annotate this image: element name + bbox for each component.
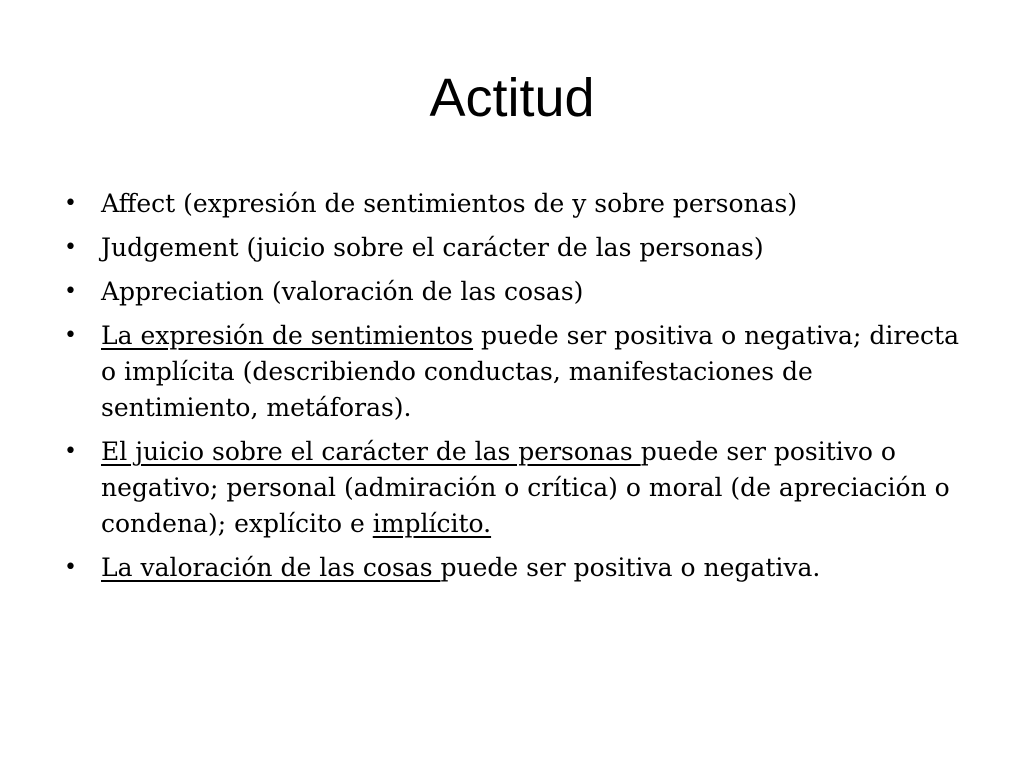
bullet-item-valoracion-cosas [64,550,964,586]
bullet-icon: • [64,323,77,348]
bullet-item-affect [64,186,964,222]
bullet-item-judgement [64,230,964,266]
bullet-underlined-tail: implícito. [372,509,492,538]
slide-title: Actitud [429,68,595,128]
bullet-icon: • [64,191,77,216]
bullet-text: Appreciation (valoración de las cosas) [101,277,584,306]
bullet-text: Affect (expresión de sentimientos de y sobre personas) [101,189,798,218]
bullet-text: puede ser positiva o negativa. [440,553,821,582]
bullet-icon: • [64,555,77,580]
bullet-underlined-phrase: La valoración de las cosas [101,553,441,582]
bullet-icon: • [64,235,77,260]
bullet-underlined-phrase: El juicio sobre el carácter de las personas [101,437,641,466]
bullet-list [64,186,964,594]
bullet-item-expresion-sentimientos [64,318,964,426]
bullet-item-appreciation [64,274,964,310]
bullet-text: puede ser positiva o negativa; directa o implícita (describiendo conductas, manifestaciones de sentimiento, metáforas). [101,321,960,422]
bullet-underlined-phrase: La expresión de sentimientos [101,321,474,350]
bullet-icon: • [64,439,77,464]
bullet-icon: • [64,279,77,304]
bullet-item-juicio-caracter [64,434,964,542]
bullet-text: puede ser positivo o negativo; personal (admiración o crítica) o moral (de apreciación o condena); explícito e [101,437,950,538]
bullet-text: Judgement (juicio sobre el carácter de las personas) [101,233,764,262]
